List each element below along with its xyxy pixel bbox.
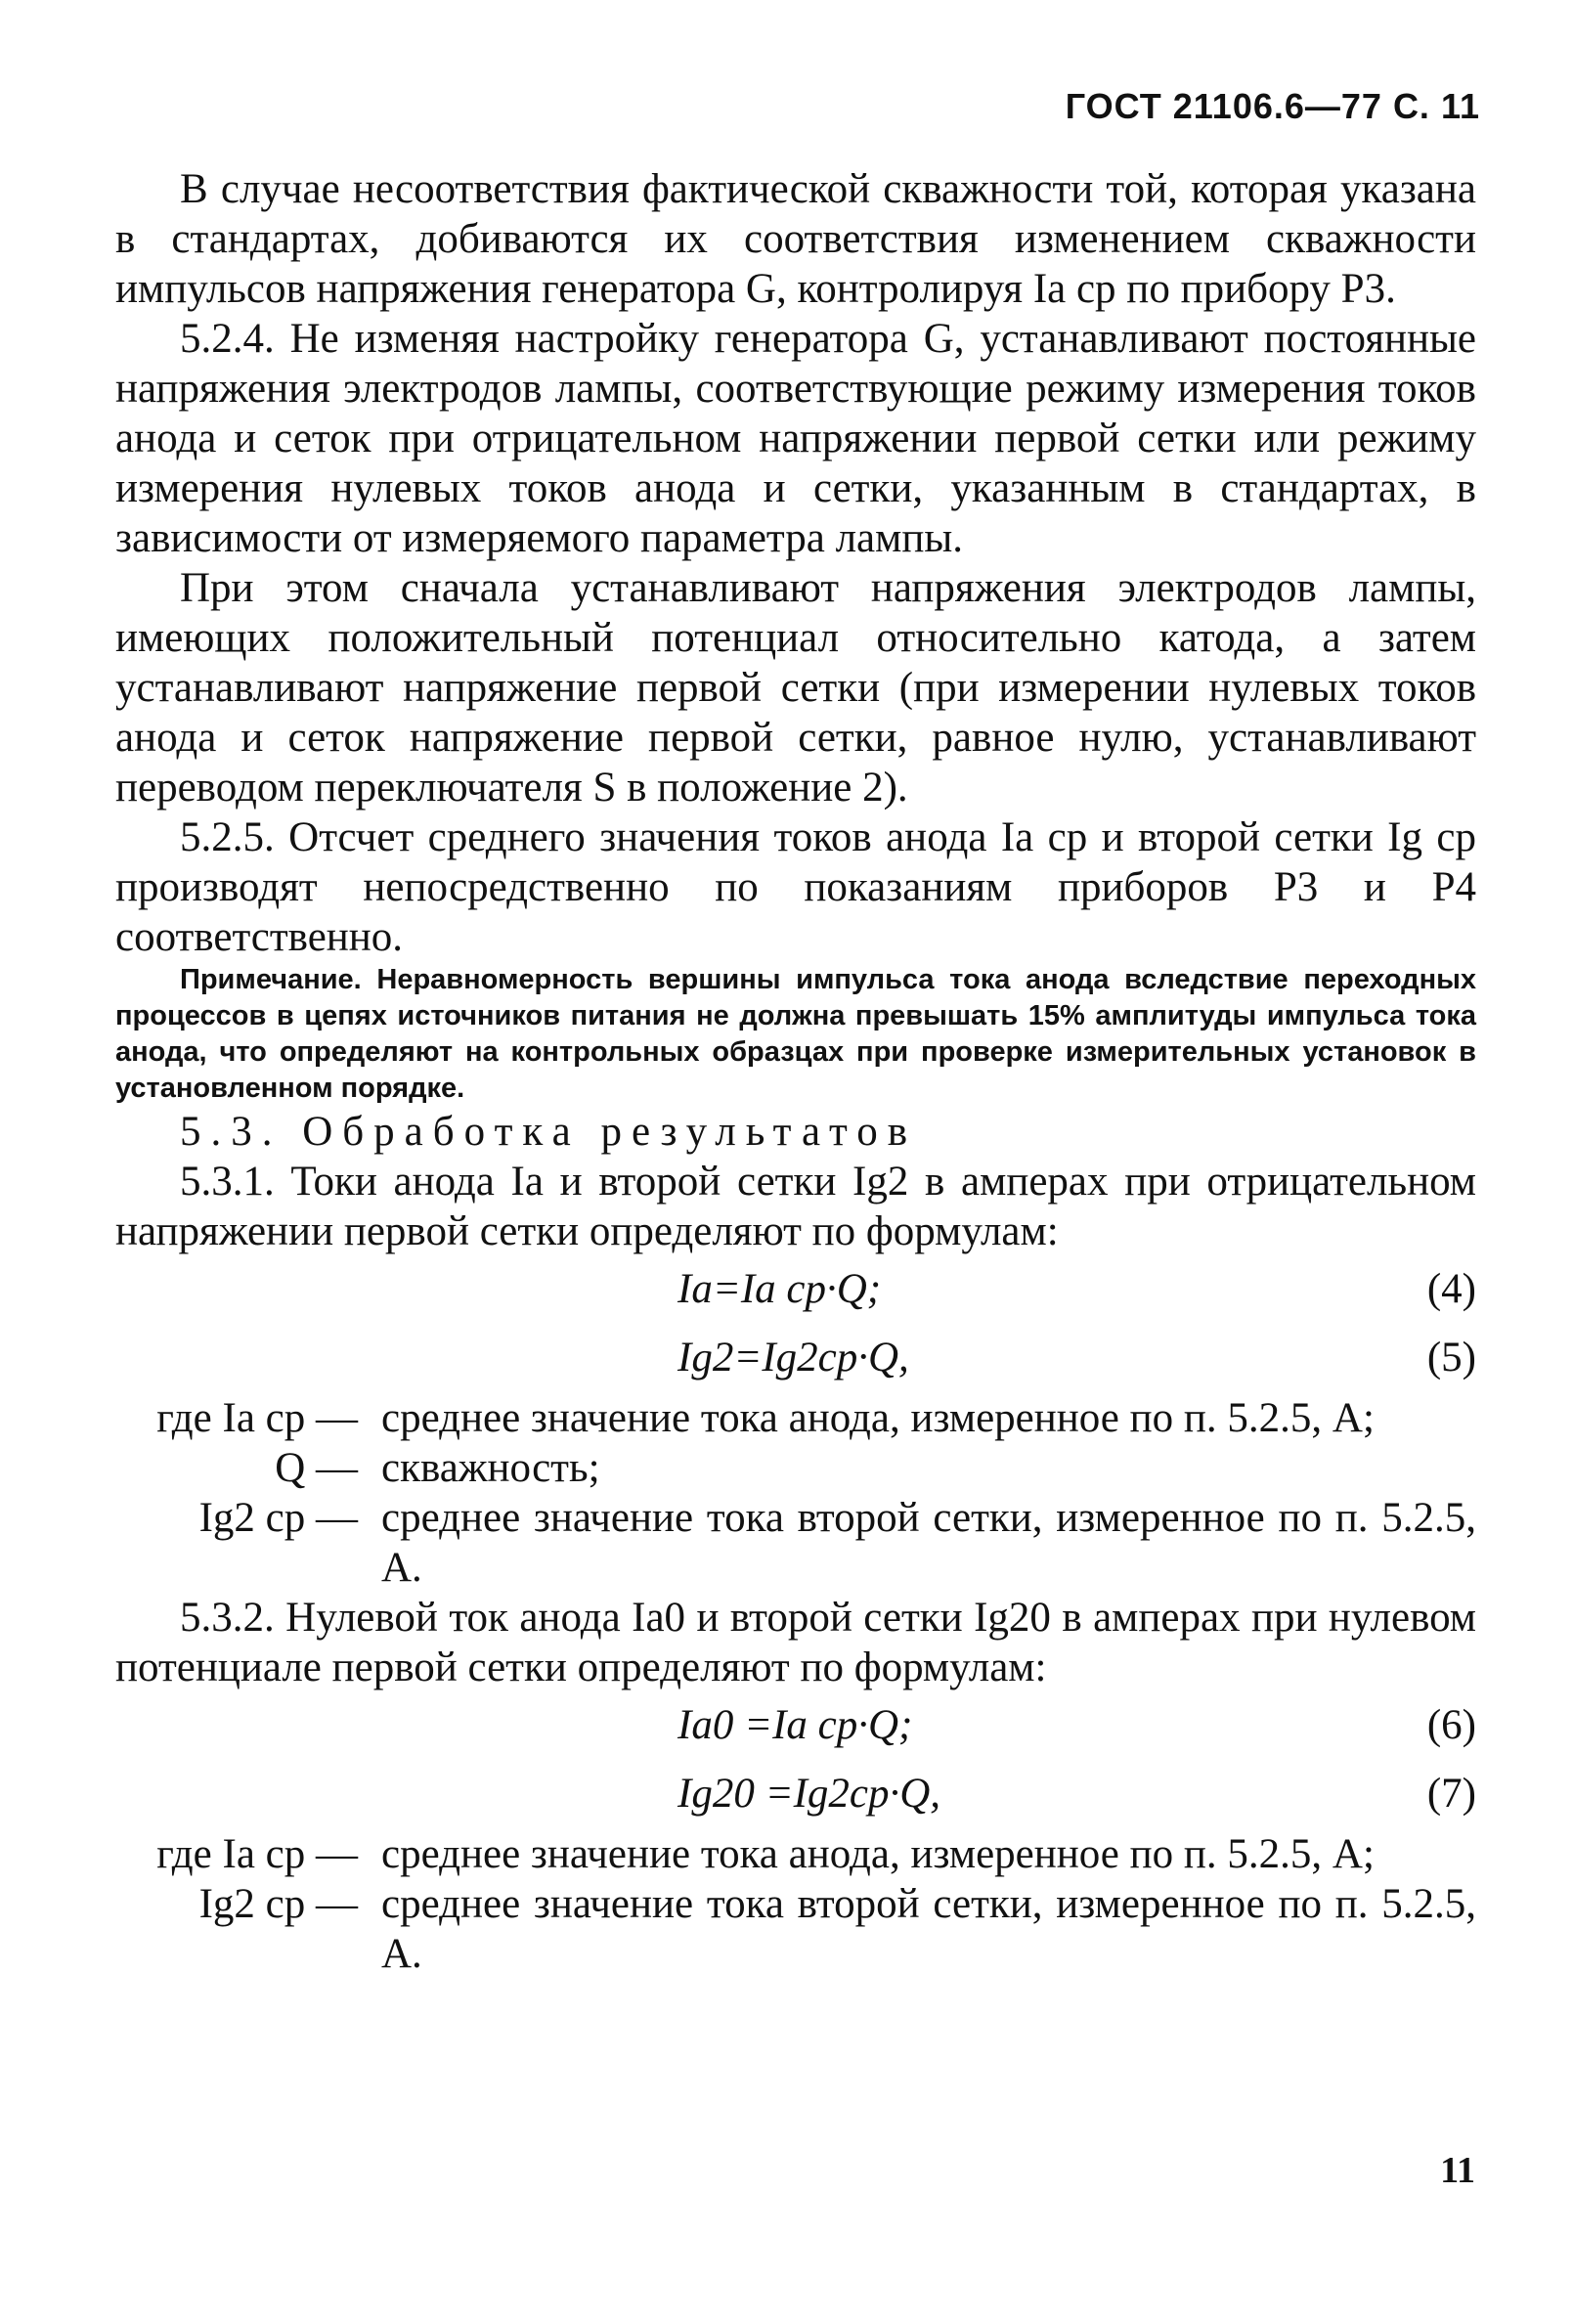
where-description: скважность; <box>381 1445 600 1491</box>
where-symbol: Ig2 ср — <box>198 1881 358 1927</box>
formula-5 <box>115 1325 1476 1393</box>
where-symbol: где Iа ср — <box>156 1831 358 1877</box>
formula-number: (7) <box>1426 1771 1476 1817</box>
where-symbol: где Iа ср — <box>156 1395 358 1441</box>
where-item <box>115 1443 1476 1493</box>
where-item <box>115 1829 1476 1879</box>
where-description: среднее значение тока анода, измеренное по п. 5.2.5, А; <box>381 1831 1375 1877</box>
paragraph-5-2-4: 5.2.4. Не изменяя настройку генератора G, устанавливают постоянные напряжения электродов лампы, соответствующие режиму измерения токов анода и сеток при отрицательном напряжении первой сетки или режиму измерения нулевых токов анода и сетки, указанным в стандартах, в зависимости от измеряемого параметра лампы. <box>115 316 1476 561</box>
where-symbol: Q — <box>275 1445 358 1491</box>
note-paragraph: Примечание. Неравномерность вершины импульса тока анода вследствие переходных процессов в цепях источников питания не должна превышать 15% амплитуды импульса тока анода, что определяют на контрольных образцах при проверке измерительных установок в установленном порядке. <box>115 964 1476 1104</box>
where-description: среднее значение тока второй сетки, измеренное по п. 5.2.5, А. <box>381 1881 1476 1977</box>
paragraph-5-2-5: 5.2.5. Отсчет среднего значения токов анода Iа ср и второй сетки Ig ср производят непосредственно по показаниям приборов Р3 и Р4 соответственно. <box>115 814 1476 960</box>
paragraph-duty-cycle: В случае несоответствия фактической скважности той, которая указана в стандартах, добиваются их соответствия изменением скважности импульсов напряжения генератора G, контролируя Iа ср по прибору Р3. <box>115 166 1476 312</box>
formula-expression: Iа0 =Iа ср·Q; <box>677 1702 913 1748</box>
page-header: ГОСТ 21106.6—77 С. 11 <box>1065 86 1480 126</box>
where-item <box>115 1493 1476 1593</box>
formula-expression: Ig2=Ig2ср·Q, <box>677 1335 909 1381</box>
where-item <box>115 1393 1476 1443</box>
section-heading-5-3: 5.3. Обработка результатов <box>180 1109 917 1155</box>
document-body <box>115 164 1476 1979</box>
formula-number: (4) <box>1426 1266 1476 1312</box>
where-symbol: Ig2 ср — <box>198 1495 358 1541</box>
where-item <box>115 1879 1476 1979</box>
formula-expression: Ig20 =Ig2ср·Q, <box>677 1771 941 1817</box>
page-number: 11 <box>1440 2150 1475 2191</box>
where-description: среднее значение тока анода, измеренное по п. 5.2.5, А; <box>381 1395 1375 1441</box>
formula-number: (5) <box>1426 1335 1476 1381</box>
formula-7 <box>115 1761 1476 1829</box>
formula-number: (6) <box>1426 1702 1476 1748</box>
where-list-2 <box>115 1829 1476 1979</box>
paragraph-5-3-1: 5.3.1. Токи анода Iа и второй сетки Ig2 в амперах при отрицательном напряжении первой сетки определяют по формулам: <box>115 1159 1476 1254</box>
formula-6 <box>115 1692 1476 1761</box>
formula-4 <box>115 1256 1476 1325</box>
paragraph-voltage-order: При этом сначала устанавливают напряжения электродов лампы, имеющих положительный потенциал относительно катода, а затем устанавливают напряжение первой сетки (при измерении нулевых токов анода и сеток напряжение первой сетки, равное нулю, устанавливают переводом переключателя S в положение 2). <box>115 565 1476 811</box>
paragraph-5-3-2: 5.3.2. Нулевой ток анода Iа0 и второй сетки Ig20 в амперах при нулевом потенциале первой сетки определяют по формулам: <box>115 1595 1476 1690</box>
formula-expression: Iа=Iа ср·Q; <box>677 1266 882 1312</box>
where-description: среднее значение тока второй сетки, измеренное по п. 5.2.5, А. <box>381 1495 1476 1591</box>
where-list-1 <box>115 1393 1476 1593</box>
